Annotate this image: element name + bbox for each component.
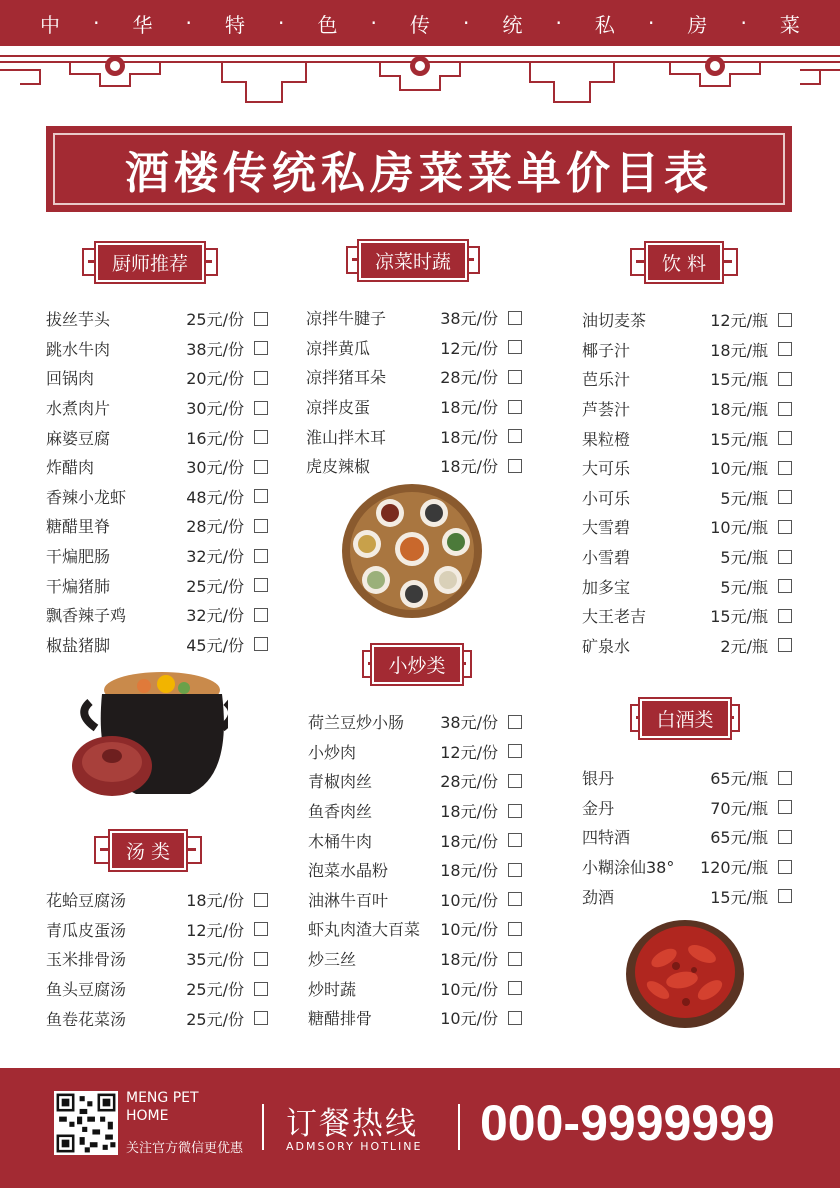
menu-item xyxy=(582,335,792,365)
menu-item xyxy=(582,394,792,424)
order-checkbox[interactable] xyxy=(254,578,268,592)
cold-dish-platter-image xyxy=(340,482,484,620)
menu-item-name: 荷兰豆炒小肠 xyxy=(308,713,405,733)
menu-item-price: 10元/份 xyxy=(440,920,498,940)
order-checkbox[interactable] xyxy=(778,860,792,874)
order-checkbox[interactable] xyxy=(778,550,792,564)
menu-item xyxy=(582,423,792,453)
slogan-separator: · xyxy=(278,11,285,35)
menu-item-price: 5元/瓶 xyxy=(720,488,768,508)
menu-item xyxy=(308,796,522,826)
menu-item xyxy=(306,451,522,481)
order-checkbox[interactable] xyxy=(254,982,268,996)
slogan-char: 统 xyxy=(502,12,523,37)
hotline-subtitle: ADMSORY HOTLINE xyxy=(286,1140,423,1153)
menu-item xyxy=(308,825,522,855)
menu-item-name: 油切麦茶 xyxy=(582,311,647,331)
menu-item-price: 28元/份 xyxy=(186,517,244,537)
menu-item xyxy=(306,392,522,422)
order-checkbox[interactable] xyxy=(778,609,792,623)
order-checkbox[interactable] xyxy=(778,638,792,652)
slogan-char: 传 xyxy=(409,12,430,37)
menu-item-price: 38元/份 xyxy=(440,713,498,733)
order-checkbox[interactable] xyxy=(254,952,268,966)
order-checkbox[interactable] xyxy=(254,922,268,936)
label-liquor: 白酒类 xyxy=(630,698,740,738)
menu-item-name: 银丹 xyxy=(582,769,615,789)
order-checkbox[interactable] xyxy=(254,893,268,907)
order-checkbox[interactable] xyxy=(778,889,792,903)
menu-item-name: 大可乐 xyxy=(582,459,631,479)
order-checkbox[interactable] xyxy=(778,830,792,844)
menu-item-name: 劲酒 xyxy=(582,887,615,907)
title-banner xyxy=(46,126,792,212)
menu-item-name: 小炒肉 xyxy=(308,742,357,762)
menu-item-name: 糖醋里脊 xyxy=(46,517,111,537)
brand-follow-text: 关注官方微信更优惠 xyxy=(126,1141,244,1156)
menu-item-price: 12元/份 xyxy=(440,338,498,358)
menu-item xyxy=(308,707,522,737)
order-checkbox[interactable] xyxy=(508,715,522,729)
menu-item xyxy=(308,973,522,1003)
menu-item-price: 32元/份 xyxy=(186,606,244,626)
menu-item xyxy=(308,737,522,767)
menu-item-name: 虎皮辣椒 xyxy=(306,457,371,477)
phone-number[interactable]: 000-9999999 xyxy=(480,1095,775,1151)
menu-list-liquor xyxy=(582,763,792,911)
order-checkbox[interactable] xyxy=(508,892,522,906)
menu-list-chef xyxy=(46,304,268,659)
menu-item-name: 凉拌黄瓜 xyxy=(306,338,371,358)
order-checkbox[interactable] xyxy=(778,402,792,416)
menu-item-price: 18元/份 xyxy=(440,950,498,970)
qr-code-icon[interactable] xyxy=(54,1091,118,1155)
menu-item-name: 青椒肉丝 xyxy=(308,772,373,792)
menu-item-name: 大雪碧 xyxy=(582,518,631,538)
crawfish-dish-image xyxy=(624,918,746,1030)
menu-item-name: 小可乐 xyxy=(582,488,631,508)
menu-item-price: 18元/份 xyxy=(440,802,498,822)
menu-item-name: 泡菜水晶粉 xyxy=(308,861,389,881)
menu-item-name: 鱼香肉丝 xyxy=(308,802,373,822)
menu-item xyxy=(46,511,268,541)
order-checkbox[interactable] xyxy=(508,400,522,414)
menu-item-name: 干煸猪肺 xyxy=(46,576,111,596)
order-checkbox[interactable] xyxy=(778,461,792,475)
menu-item xyxy=(308,914,522,944)
menu-item-name: 芭乐汁 xyxy=(582,370,631,390)
menu-item xyxy=(308,855,522,885)
menu-item xyxy=(308,1003,522,1033)
order-checkbox[interactable] xyxy=(778,579,792,593)
menu-item-name: 凉拌皮蛋 xyxy=(306,398,371,418)
menu-item-price: 15元/瓶 xyxy=(710,887,768,907)
order-checkbox[interactable] xyxy=(508,311,522,325)
menu-list-cold xyxy=(306,303,522,481)
menu-item-name: 糖醋排骨 xyxy=(308,1009,373,1029)
menu-item-price: 25元/份 xyxy=(186,310,244,330)
menu-item-name: 青瓜皮蛋汤 xyxy=(46,920,127,940)
order-checkbox[interactable] xyxy=(254,549,268,563)
order-checkbox[interactable] xyxy=(508,1011,522,1025)
menu-list-stirfry xyxy=(308,707,522,1033)
menu-item-name: 水煮肉片 xyxy=(46,399,111,419)
menu-item xyxy=(582,571,792,601)
menu-item xyxy=(582,631,792,661)
menu-item xyxy=(46,334,268,364)
menu-item-price: 12元/瓶 xyxy=(710,311,768,331)
order-checkbox[interactable] xyxy=(254,637,268,651)
order-checkbox[interactable] xyxy=(508,952,522,966)
order-checkbox[interactable] xyxy=(508,981,522,995)
order-checkbox[interactable] xyxy=(508,429,522,443)
lattice-border xyxy=(0,40,840,112)
slogan-separator: · xyxy=(740,11,747,35)
menu-item-name: 干煸肥肠 xyxy=(46,547,111,567)
menu-item xyxy=(582,453,792,483)
page-title: 酒楼传统私房菜菜单价目表 xyxy=(125,148,713,199)
menu-item-name: 香辣小龙虾 xyxy=(46,487,127,507)
menu-item-name: 大王老吉 xyxy=(582,607,647,627)
menu-item-name: 回锅肉 xyxy=(46,369,95,389)
footer-divider xyxy=(458,1104,460,1150)
menu-item-name: 飘香辣子鸡 xyxy=(46,606,127,626)
menu-item xyxy=(582,483,792,513)
menu-item-name: 凉拌猪耳朵 xyxy=(306,368,387,388)
order-checkbox[interactable] xyxy=(254,430,268,444)
menu-item xyxy=(46,974,268,1004)
menu-item xyxy=(46,944,268,974)
menu-item-price: 18元/份 xyxy=(440,861,498,881)
menu-item xyxy=(582,542,792,572)
menu-item-price: 10元/份 xyxy=(440,890,498,910)
order-checkbox[interactable] xyxy=(778,431,792,445)
menu-item-name: 拔丝芋头 xyxy=(46,310,111,330)
label-chef-recommend: 厨师推荐 xyxy=(82,242,218,282)
menu-item xyxy=(582,881,792,911)
menu-item xyxy=(308,944,522,974)
menu-item-price: 16元/份 xyxy=(186,428,244,448)
menu-item-price: 18元/瓶 xyxy=(710,400,768,420)
order-checkbox[interactable] xyxy=(508,833,522,847)
menu-item-price: 65元/瓶 xyxy=(710,828,768,848)
order-checkbox[interactable] xyxy=(508,804,522,818)
order-checkbox[interactable] xyxy=(778,490,792,504)
slogan-char: 华 xyxy=(132,12,153,37)
menu-item-name: 跳水牛肉 xyxy=(46,339,111,359)
menu-item xyxy=(306,333,522,363)
label-stir-fry: 小炒类 xyxy=(362,644,472,684)
menu-item-price: 15元/瓶 xyxy=(710,429,768,449)
menu-item-price: 30元/份 xyxy=(186,458,244,478)
menu-item-price: 25元/份 xyxy=(186,576,244,596)
order-checkbox[interactable] xyxy=(508,340,522,354)
menu-item-name: 果粒橙 xyxy=(582,429,631,449)
menu-item xyxy=(46,915,268,945)
menu-item-name: 椒盐猪脚 xyxy=(46,635,111,655)
menu-item xyxy=(582,305,792,335)
menu-item-price: 35元/份 xyxy=(186,950,244,970)
order-checkbox[interactable] xyxy=(254,312,268,326)
menu-item-name: 凉拌牛腱子 xyxy=(306,309,387,329)
label-cold-dishes: 凉菜时蔬 xyxy=(346,240,480,280)
order-checkbox[interactable] xyxy=(508,774,522,788)
order-checkbox[interactable] xyxy=(254,608,268,622)
menu-item-name: 炒时蔬 xyxy=(308,979,357,999)
slogan-separator: · xyxy=(93,11,100,35)
menu-item-price: 18元/份 xyxy=(440,427,498,447)
menu-item xyxy=(582,822,792,852)
menu-item-name: 麻婆豆腐 xyxy=(46,428,111,448)
menu-item-name: 小糊涂仙38° xyxy=(582,858,675,878)
menu-item-price: 38元/份 xyxy=(186,339,244,359)
menu-item-price: 28元/份 xyxy=(440,772,498,792)
clay-pot-image xyxy=(66,656,228,804)
menu-item-name: 炸醋肉 xyxy=(46,458,95,478)
slogan-char: 色 xyxy=(317,12,338,37)
menu-item xyxy=(46,304,268,334)
menu-item xyxy=(46,482,268,512)
menu-item xyxy=(582,601,792,631)
menu-item-name: 矿泉水 xyxy=(582,636,631,656)
menu-item-name: 木桶牛肉 xyxy=(308,831,373,851)
menu-item-price: 20元/份 xyxy=(186,369,244,389)
hotline-title: 订餐热线 xyxy=(286,1106,418,1142)
menu-item-name: 小雪碧 xyxy=(582,548,631,568)
menu-item-price: 15元/瓶 xyxy=(710,370,768,390)
menu-item-price: 25元/份 xyxy=(186,1009,244,1029)
footer-divider xyxy=(262,1104,264,1150)
brand-name: MENG PET HOME xyxy=(126,1090,199,1124)
order-checkbox[interactable] xyxy=(778,372,792,386)
menu-item-name: 金丹 xyxy=(582,798,615,818)
order-checkbox[interactable] xyxy=(254,371,268,385)
order-checkbox[interactable] xyxy=(508,922,522,936)
menu-item xyxy=(582,364,792,394)
menu-item xyxy=(582,512,792,542)
label-soup: 汤 类 xyxy=(94,830,202,870)
order-checkbox[interactable] xyxy=(254,489,268,503)
order-checkbox[interactable] xyxy=(778,520,792,534)
menu-item-name: 芦荟汁 xyxy=(582,400,631,420)
menu-item-price: 2元/瓶 xyxy=(720,636,768,656)
menu-item-price: 18元/份 xyxy=(186,891,244,911)
menu-item-price: 10元/份 xyxy=(440,979,498,999)
menu-item-price: 18元/瓶 xyxy=(710,340,768,360)
menu-item xyxy=(306,303,522,333)
menu-item-price: 38元/份 xyxy=(440,309,498,329)
slogan-separator: · xyxy=(185,11,192,35)
menu-item-name: 椰子汁 xyxy=(582,340,631,360)
menu-item-price: 65元/瓶 xyxy=(710,769,768,789)
menu-item-price: 70元/瓶 xyxy=(710,798,768,818)
menu-item-name: 四特酒 xyxy=(582,828,631,848)
label-drinks: 饮 料 xyxy=(630,242,738,282)
menu-item-name: 玉米排骨汤 xyxy=(46,950,127,970)
order-checkbox[interactable] xyxy=(778,342,792,356)
menu-list-drinks xyxy=(582,305,792,660)
menu-item-name: 花蛤豆腐汤 xyxy=(46,891,127,911)
menu-item-price: 18元/份 xyxy=(440,457,498,477)
menu-item xyxy=(46,630,268,660)
order-checkbox[interactable] xyxy=(508,370,522,384)
menu-item-name: 鱼头豆腐汤 xyxy=(46,980,127,1000)
menu-item xyxy=(46,452,268,482)
menu-item-price: 18元/份 xyxy=(440,398,498,418)
slogan-char: 中 xyxy=(40,12,60,37)
menu-item-price: 5元/瓶 xyxy=(720,577,768,597)
menu-item-price: 28元/份 xyxy=(440,368,498,388)
order-checkbox[interactable] xyxy=(508,863,522,877)
menu-item-price: 10元/瓶 xyxy=(710,518,768,538)
menu-item xyxy=(46,570,268,600)
menu-item-price: 10元/份 xyxy=(440,1009,498,1029)
menu-item xyxy=(582,852,792,882)
menu-item-price: 10元/瓶 xyxy=(710,459,768,479)
menu-item xyxy=(46,393,268,423)
menu-item xyxy=(46,541,268,571)
order-checkbox[interactable] xyxy=(254,401,268,415)
order-checkbox[interactable] xyxy=(778,800,792,814)
slogan-separator: · xyxy=(555,11,562,35)
menu-item-price: 5元/瓶 xyxy=(720,548,768,568)
menu-item xyxy=(582,763,792,793)
order-checkbox[interactable] xyxy=(254,341,268,355)
slogan-char: 房 xyxy=(687,12,708,37)
menu-item-price: 12元/份 xyxy=(186,920,244,940)
menu-item xyxy=(46,363,268,393)
slogan-char: 私 xyxy=(594,12,615,37)
menu-item-price: 32元/份 xyxy=(186,547,244,567)
menu-item-name: 虾丸肉渣大百菜 xyxy=(308,920,421,940)
menu-item-name: 淮山拌木耳 xyxy=(306,427,387,447)
order-checkbox[interactable] xyxy=(508,459,522,473)
order-checkbox[interactable] xyxy=(508,744,522,758)
menu-item xyxy=(46,600,268,630)
order-checkbox[interactable] xyxy=(778,771,792,785)
menu-item xyxy=(308,885,522,915)
menu-item-name: 鱼卷花菜汤 xyxy=(46,1009,127,1029)
slogan-separator: · xyxy=(463,11,470,35)
menu-item-name: 油淋牛百叶 xyxy=(308,890,389,910)
menu-item xyxy=(306,421,522,451)
menu-item xyxy=(308,766,522,796)
slogan-separator: · xyxy=(370,11,377,35)
order-checkbox[interactable] xyxy=(254,1011,268,1025)
menu-item-price: 30元/份 xyxy=(186,399,244,419)
menu-item-name: 加多宝 xyxy=(582,577,631,597)
menu-item-price: 12元/份 xyxy=(440,742,498,762)
menu-item-name: 炒三丝 xyxy=(308,950,357,970)
order-checkbox[interactable] xyxy=(254,460,268,474)
menu-item-price: 18元/份 xyxy=(440,831,498,851)
order-checkbox[interactable] xyxy=(778,313,792,327)
menu-item-price: 25元/份 xyxy=(186,980,244,1000)
slogan-char: 特 xyxy=(224,12,245,37)
menu-item xyxy=(306,362,522,392)
slogan-char: 菜 xyxy=(779,12,800,37)
slogan-separator: · xyxy=(647,11,655,35)
menu-item xyxy=(46,885,268,915)
menu-list-soup xyxy=(46,885,268,1033)
menu-item xyxy=(46,1003,268,1033)
menu-item xyxy=(582,793,792,823)
menu-item-price: 15元/瓶 xyxy=(710,607,768,627)
menu-item-price: 45元/份 xyxy=(186,635,244,655)
menu-item-price: 120元/瓶 xyxy=(700,858,768,878)
menu-item-price: 48元/份 xyxy=(186,487,244,507)
menu-item xyxy=(46,422,268,452)
order-checkbox[interactable] xyxy=(254,519,268,533)
